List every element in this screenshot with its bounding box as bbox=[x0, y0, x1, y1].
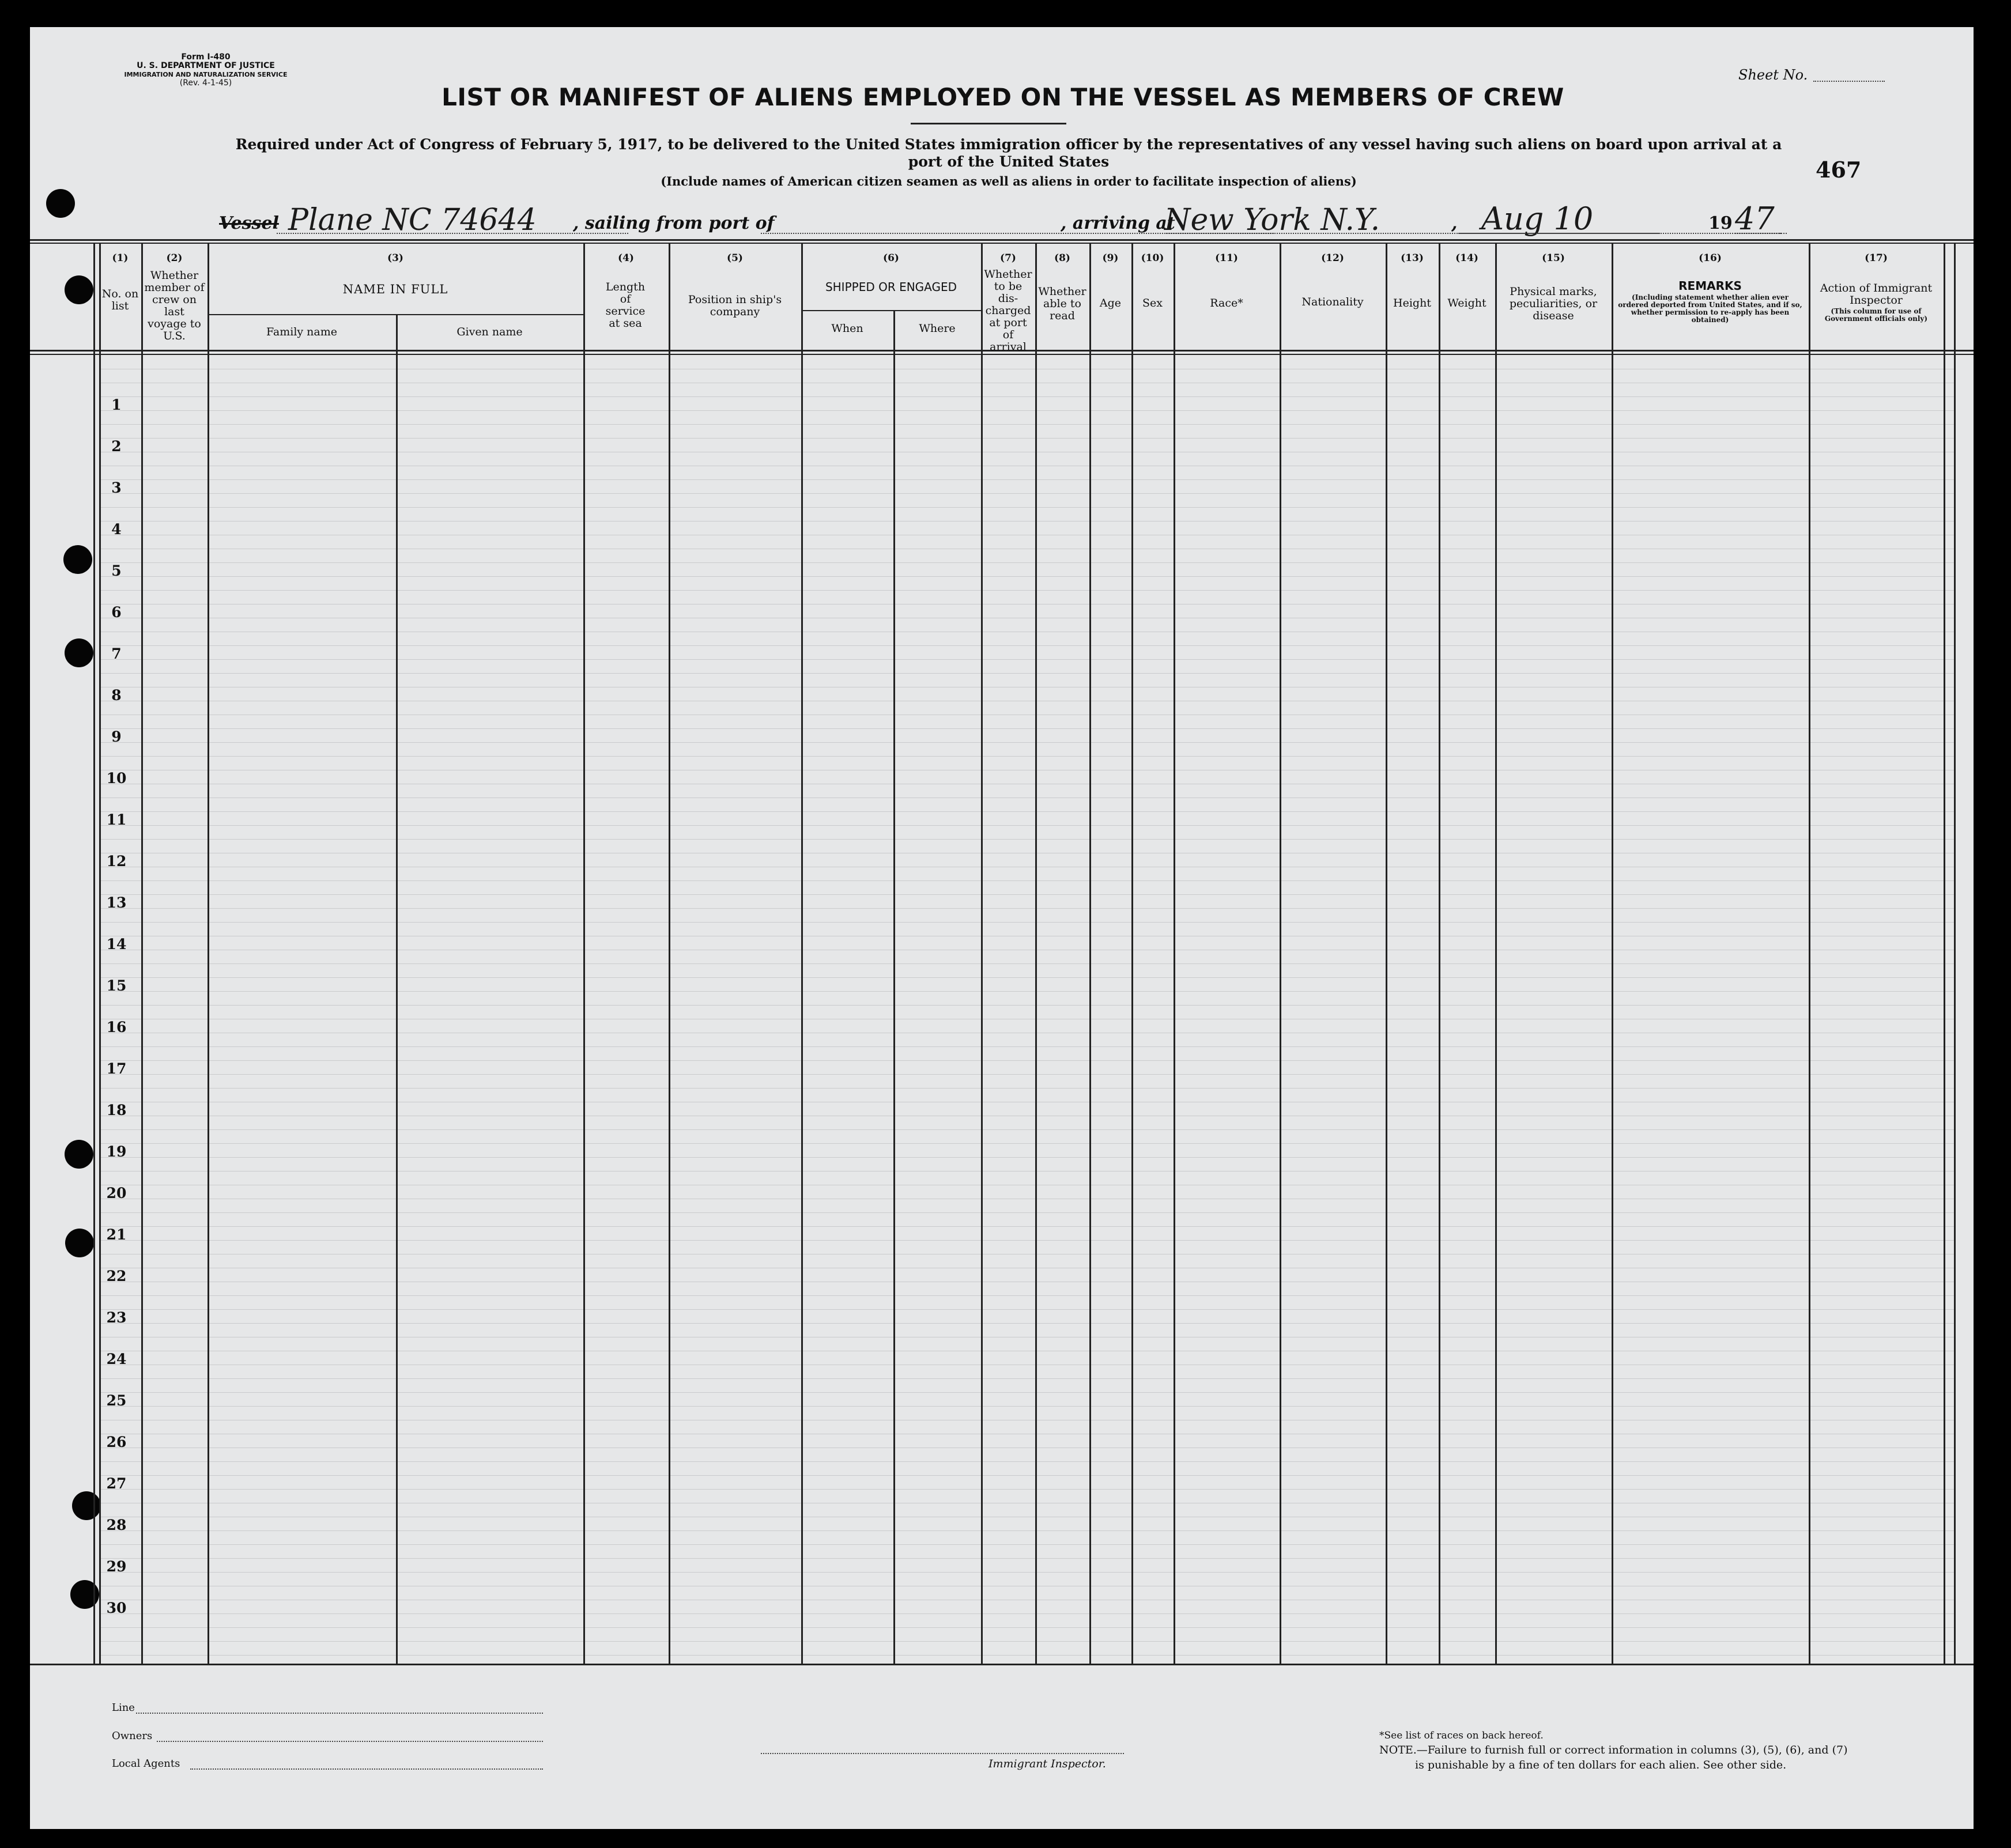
subtitle-line1: Required under Act of Congress of February 5, 1917, to be delivered to the United States immigration officer by the representatives of any vessel having such aliens on board upon arrival at a bbox=[235, 136, 1782, 153]
ruled-line bbox=[99, 1475, 1954, 1476]
vessel-name[interactable]: Plane NC 74644 bbox=[288, 203, 537, 237]
ruled-line bbox=[99, 991, 1954, 992]
col-num: (9) bbox=[1102, 252, 1119, 264]
col-header-inspector-action: Action of Immigrant Inspector bbox=[1820, 282, 1933, 307]
ruled-line bbox=[99, 1558, 1954, 1559]
row-number: 15 bbox=[106, 977, 127, 994]
footer-agents-field[interactable] bbox=[190, 1767, 543, 1770]
ruled-line bbox=[99, 1655, 1954, 1656]
ruled-line bbox=[99, 1572, 1954, 1573]
ruled-line bbox=[99, 659, 1954, 660]
col-header-remarks-note: (Including statement whether alien ever ordered deported from United States, and if so, whether permission to re-apply has been obtained) bbox=[1618, 293, 1802, 324]
row-number: 27 bbox=[106, 1475, 127, 1492]
punch-hole bbox=[65, 1140, 93, 1169]
ruled-line bbox=[99, 1129, 1954, 1130]
col-num: (4) bbox=[618, 252, 634, 264]
footer-inspector-label: Immigrant Inspector. bbox=[988, 1758, 1106, 1770]
row-number: 18 bbox=[106, 1102, 127, 1118]
punch-hole bbox=[63, 545, 92, 574]
col-header-no-on-list: No. on list bbox=[101, 288, 139, 312]
ruled-line bbox=[99, 576, 1954, 577]
row-number: 28 bbox=[106, 1517, 127, 1533]
ruled-line bbox=[99, 438, 1954, 439]
row-number: 1 bbox=[111, 396, 122, 413]
row-number: 17 bbox=[106, 1060, 127, 1077]
ruled-line bbox=[99, 1295, 1954, 1296]
row-number: 10 bbox=[106, 770, 127, 787]
ruled-line bbox=[99, 1143, 1954, 1144]
row-number: 16 bbox=[106, 1019, 127, 1036]
ruled-line bbox=[99, 977, 1954, 978]
ruled-line bbox=[99, 1641, 1954, 1642]
sheet-number bbox=[1738, 67, 1808, 83]
ruled-line bbox=[99, 1489, 1954, 1490]
ruled-line bbox=[99, 493, 1954, 494]
row-number: 23 bbox=[106, 1309, 127, 1326]
col-num: (7) bbox=[1000, 252, 1016, 264]
footer-note-line1: NOTE.—Failure to furnish full or correct information in columns (3), (5), (6), and (7) bbox=[1379, 1744, 1848, 1756]
ruled-line bbox=[99, 894, 1954, 895]
ruled-line bbox=[99, 1309, 1954, 1310]
row-number: 8 bbox=[111, 687, 122, 704]
col-num: (17) bbox=[1865, 252, 1888, 264]
col-header-crew-last-voyage: Whether member of crew on last voyage to U.S. bbox=[144, 269, 205, 342]
row-number: 25 bbox=[106, 1392, 127, 1409]
arriving-label: , arriving at bbox=[1061, 213, 1175, 233]
footer-owners-label: Owners bbox=[112, 1730, 153, 1742]
ruled-line bbox=[99, 1240, 1954, 1241]
sheet-number-line bbox=[1813, 80, 1885, 82]
ruled-line bbox=[99, 922, 1954, 923]
ruled-line bbox=[99, 1074, 1954, 1075]
ruled-line bbox=[99, 1378, 1954, 1379]
ruled-line bbox=[99, 1157, 1954, 1158]
col-num: (10) bbox=[1141, 252, 1164, 264]
row-number: 2 bbox=[111, 438, 122, 455]
footer-line-field[interactable] bbox=[136, 1711, 543, 1714]
ruled-line bbox=[99, 742, 1954, 743]
subtitle-line2: port of the United States bbox=[908, 153, 1110, 170]
ruled-line bbox=[99, 562, 1954, 563]
title-rule bbox=[911, 123, 1066, 124]
ruled-line bbox=[99, 424, 1954, 425]
ruled-line bbox=[99, 1544, 1954, 1545]
row-number: 13 bbox=[106, 894, 127, 911]
row-number: 5 bbox=[111, 562, 122, 579]
table-bottom-rule bbox=[30, 1664, 1974, 1665]
col-header-shipped-engaged: SHIPPED OR ENGAGED bbox=[825, 280, 957, 294]
row-number: 9 bbox=[111, 728, 122, 745]
sailing-label: , sailing from port of bbox=[573, 213, 775, 233]
col-num: (13) bbox=[1401, 252, 1424, 264]
footer-owners-field[interactable] bbox=[157, 1740, 543, 1742]
row-number: 20 bbox=[106, 1185, 127, 1201]
row-number: 29 bbox=[106, 1558, 127, 1575]
row-number: 7 bbox=[111, 645, 122, 662]
ruled-line bbox=[99, 811, 1954, 812]
col-num: (3) bbox=[387, 252, 403, 264]
row-number: 19 bbox=[106, 1143, 127, 1160]
row-number: 14 bbox=[106, 936, 127, 953]
col-num: (8) bbox=[1054, 252, 1070, 264]
col-header-name-in-full: NAME IN FULL bbox=[342, 282, 448, 296]
ruled-line bbox=[99, 825, 1954, 826]
col-header-remarks: REMARKS bbox=[1678, 279, 1742, 293]
col-num: (12) bbox=[1321, 252, 1344, 264]
footer-race-note: *See list of races on back hereof. bbox=[1379, 1730, 1544, 1741]
footer-note-line2: is punishable by a fine of ten dollars for each alien. See other side. bbox=[1415, 1759, 1787, 1771]
row-number: 12 bbox=[106, 853, 127, 870]
punch-hole bbox=[65, 275, 93, 304]
col-num: (5) bbox=[727, 252, 743, 264]
form-service: IMMIGRATION AND NATURALIZATION SERVICE bbox=[124, 71, 288, 78]
col-header-length-of-service: Length of service at sea bbox=[605, 281, 646, 330]
table-top-rule bbox=[30, 239, 1974, 241]
ruled-line bbox=[99, 590, 1954, 591]
col-num: (2) bbox=[166, 252, 183, 264]
form-department: U. S. DEPARTMENT OF JUSTICE bbox=[137, 61, 275, 70]
col-header-where: Where bbox=[919, 322, 956, 335]
col-header-given-name: Given name bbox=[456, 326, 523, 338]
col-num: (16) bbox=[1699, 252, 1722, 264]
row-number: 26 bbox=[106, 1434, 127, 1450]
arrival-year[interactable]: 47 bbox=[1735, 201, 1775, 237]
ruled-line bbox=[99, 1392, 1954, 1393]
col-header-nationality: Nationality bbox=[1301, 296, 1364, 308]
ruled-line bbox=[99, 1530, 1954, 1531]
col-header-discharged: Whether to be dis-charged at port of arrival bbox=[984, 268, 1032, 353]
ruled-line bbox=[99, 396, 1954, 397]
col-num: (15) bbox=[1542, 252, 1565, 264]
col-header-weight: Weight bbox=[1447, 297, 1486, 309]
row-number: 3 bbox=[111, 479, 122, 496]
vessel-line: Vessel Plane NC 74644 , sailing from port of , arriving at New York N.Y. , Aug 10 19 47 bbox=[219, 207, 1833, 242]
ruled-line bbox=[99, 963, 1954, 964]
ruled-line bbox=[99, 839, 1954, 840]
punch-hole bbox=[65, 638, 93, 667]
page-title: LIST OR MANIFEST OF ALIENS EMPLOYED ON THE VESSEL AS MEMBERS OF CREW bbox=[442, 83, 1564, 111]
row-number: 4 bbox=[111, 521, 122, 538]
table-top-rule-2 bbox=[30, 243, 1974, 244]
inspector-signature-field[interactable] bbox=[761, 1752, 1124, 1754]
arrival-date[interactable]: Aug 10 bbox=[1481, 201, 1594, 237]
ruled-line bbox=[99, 410, 1954, 411]
punch-hole bbox=[72, 1491, 101, 1520]
ruled-line bbox=[99, 1046, 1954, 1047]
footer-line-label: Line bbox=[112, 1702, 135, 1714]
year-prefix: 19 bbox=[1708, 213, 1733, 233]
col-num: (14) bbox=[1455, 252, 1478, 264]
punch-hole bbox=[46, 189, 75, 218]
col-header-able-to-read: Whether able to read bbox=[1038, 285, 1086, 322]
form-number: Form I-480 bbox=[181, 52, 231, 62]
ruled-line bbox=[99, 479, 1954, 480]
col-num: (1) bbox=[112, 252, 129, 264]
ruled-line bbox=[99, 645, 1954, 646]
ruled-line bbox=[99, 1627, 1954, 1628]
vessel-label: Vessel bbox=[219, 213, 279, 233]
row-number: 30 bbox=[106, 1600, 127, 1616]
header-bottom-rule-2 bbox=[30, 354, 1974, 355]
row-number: 6 bbox=[111, 604, 122, 621]
col-header-physical-marks: Physical marks, peculiarities, or disease bbox=[1509, 285, 1598, 322]
col-header-height: Height bbox=[1393, 297, 1431, 309]
row-number: 11 bbox=[106, 811, 127, 828]
ruled-line bbox=[99, 1613, 1954, 1614]
row-number: 21 bbox=[106, 1226, 127, 1243]
ruled-line bbox=[99, 673, 1954, 674]
col-header-race: Race* bbox=[1210, 297, 1243, 309]
col-num: (6) bbox=[883, 252, 899, 264]
ruled-line bbox=[99, 1212, 1954, 1213]
ruled-line bbox=[99, 1226, 1954, 1227]
col-header-age: Age bbox=[1099, 297, 1122, 309]
col-header-position: Position in ship's company bbox=[688, 293, 782, 318]
ruled-line bbox=[99, 1406, 1954, 1407]
ruled-line bbox=[99, 1005, 1954, 1006]
ruled-line bbox=[99, 756, 1954, 757]
col-header-family-name: Family name bbox=[266, 326, 337, 338]
col-header-inspector-note: (This column for use of Government officials only) bbox=[1824, 307, 1928, 323]
form-info bbox=[99, 53, 312, 88]
col-header-when: When bbox=[831, 322, 863, 335]
ruled-line bbox=[99, 1088, 1954, 1089]
row-number: 22 bbox=[106, 1268, 127, 1284]
sheet-number-label: Sheet No. bbox=[1738, 67, 1808, 83]
punch-hole bbox=[65, 1229, 94, 1257]
ruled-line bbox=[99, 1323, 1954, 1324]
form-revision: (Rev. 4-1-45) bbox=[179, 78, 232, 88]
footer-agents-label: Local Agents bbox=[112, 1758, 180, 1770]
page-number: 467 bbox=[1816, 157, 1862, 183]
ruled-line bbox=[99, 908, 1954, 909]
col-num: (11) bbox=[1215, 252, 1238, 264]
row-number: 24 bbox=[106, 1351, 127, 1367]
ruled-line bbox=[99, 1060, 1954, 1061]
ruled-line bbox=[99, 1461, 1954, 1462]
ruled-line bbox=[99, 507, 1954, 508]
arriving-port[interactable]: New York N.Y. bbox=[1164, 203, 1380, 237]
ruled-line bbox=[99, 728, 1954, 729]
ruled-line bbox=[99, 880, 1954, 881]
col-header-sex: Sex bbox=[1142, 297, 1163, 309]
subtitle-line3: (Include names of American citizen seamen as well as aliens in order to facilitate inspection of aliens) bbox=[661, 174, 1357, 188]
